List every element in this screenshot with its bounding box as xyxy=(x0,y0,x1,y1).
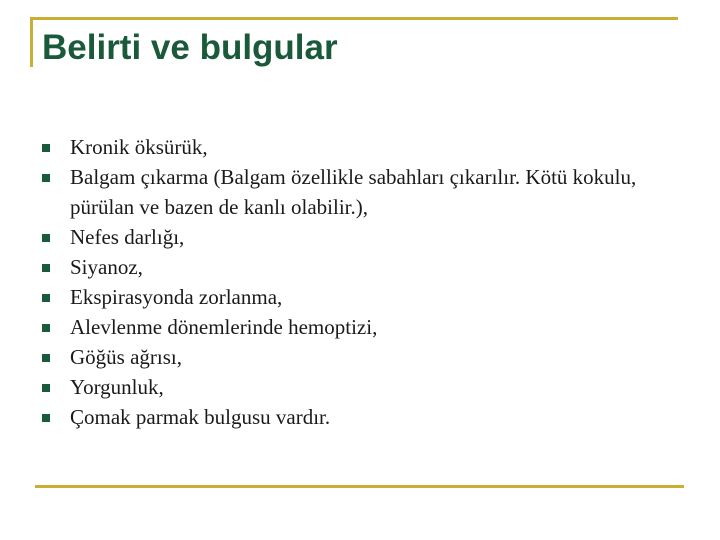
slide-title: Belirti ve bulgular xyxy=(42,28,338,67)
bullet-list xyxy=(42,132,682,432)
list-item xyxy=(42,372,682,402)
square-bullet-icon xyxy=(42,294,50,302)
list-item xyxy=(42,402,682,432)
top-accent-rule xyxy=(30,17,678,20)
square-bullet-icon xyxy=(42,384,50,392)
square-bullet-icon xyxy=(42,264,50,272)
square-bullet-icon xyxy=(42,234,50,242)
left-accent-rule xyxy=(30,17,33,67)
list-item-text: Kronik öksürük, xyxy=(70,135,208,159)
list-item-text: Göğüs ağrısı, xyxy=(70,345,182,369)
bottom-accent-rule xyxy=(35,485,684,488)
list-item-text: Nefes darlığı, xyxy=(70,225,185,249)
square-bullet-icon xyxy=(42,354,50,362)
square-bullet-icon xyxy=(42,414,50,422)
list-item-text: Çomak parmak bulgusu vardır. xyxy=(70,405,331,429)
list-item xyxy=(42,132,682,162)
list-item xyxy=(42,162,682,222)
list-item-text: Ekspirasyonda zorlanma, xyxy=(70,285,283,309)
list-item-text: Siyanoz, xyxy=(70,255,143,279)
list-item-text: Yorgunluk, xyxy=(70,375,164,399)
square-bullet-icon xyxy=(42,324,50,332)
list-item-text: Balgam çıkarma (Balgam özellikle sabahları çıkarılır. Kötü kokulu, pürülan ve bazen de kanlı olabilir.), xyxy=(70,165,637,219)
list-item xyxy=(42,282,682,312)
list-item xyxy=(42,312,682,342)
list-item-text: Alevlenme dönemlerinde hemoptizi, xyxy=(70,315,378,339)
square-bullet-icon xyxy=(42,144,50,152)
list-item xyxy=(42,252,682,282)
square-bullet-icon xyxy=(42,174,50,182)
list-item xyxy=(42,342,682,372)
list-item xyxy=(42,222,682,252)
